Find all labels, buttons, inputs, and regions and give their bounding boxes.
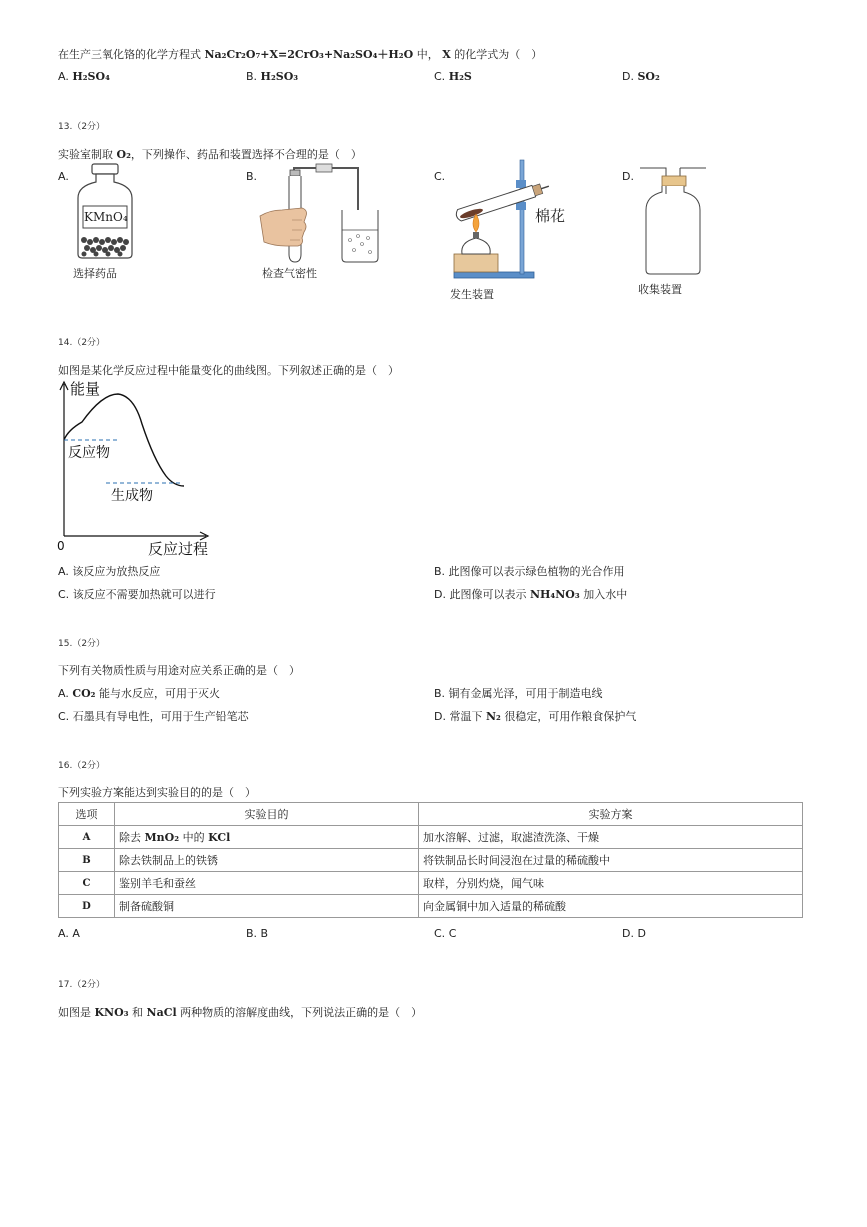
q13-stem: 实验室制取 O₂，下列操作、药品和装置选择不合理的是（ ） — [58, 148, 362, 161]
q13-caption-a: 选择药品 — [73, 267, 117, 280]
airtightness-check-illustration — [258, 160, 390, 268]
q13-caption-d: 收集装置 — [638, 283, 682, 296]
q12-option-a[interactable]: A. H₂SO₄ — [58, 70, 110, 83]
q14-option-d[interactable]: D. 此图像可以表示 NH₄NO₃ 加入水中 — [434, 588, 628, 601]
q16-option-c[interactable]: C. C — [434, 927, 457, 940]
q12-option-d[interactable]: D. SO₂ — [622, 70, 660, 83]
q15-option-b[interactable]: B. 铜有金属光泽，可用于制造电线 — [434, 687, 603, 700]
q17-stem: 如图是 KNO₃ 和 NaCl 两种物质的溶解度曲线，下列说法正确的是（ ） — [58, 1006, 423, 1019]
q14-stem: 如图是某化学反应过程中能量变化的曲线图。下列叙述正确的是（ ） — [58, 364, 399, 377]
graph-xlabel: 反应过程 — [148, 540, 209, 558]
q14-option-c[interactable]: C. 该反应不需要加热就可以进行 — [58, 588, 216, 601]
table-row: C 鉴别羊毛和蚕丝 取样，分别灼烧，闻气味 — [59, 872, 803, 895]
q13-option-a-label[interactable]: A. — [58, 170, 69, 183]
q13-caption-b: 检查气密性 — [262, 267, 317, 280]
table-row: A 除去 MnO₂ 中的 KCl 加水溶解、过滤，取滤渣洗涤、干燥 — [59, 826, 803, 849]
q13-option-c-label[interactable]: C. — [434, 170, 446, 183]
q12-stem: 在生产三氧化铬的化学方程式 Na₂Cr₂O₇+X=2CrO₃+Na₂SO₄＋H₂O 中， X 的化学式为（ ） — [58, 48, 543, 61]
q17-number: 17.（2分） — [58, 980, 106, 990]
table-row: D 制备硫酸铜 向金属铜中加入适量的稀硫酸 — [59, 895, 803, 918]
q13-caption-c: 发生装置 — [450, 288, 494, 301]
collection-bottle-illustration — [638, 160, 708, 278]
q15-option-a[interactable]: A. CO₂ 能与水反应，可用于灭火 — [58, 687, 220, 700]
table-row: B 除去铁制品上的铁锈 将铁制品长时间浸泡在过量的稀硫酸中 — [59, 849, 803, 872]
q12-equation: Na₂Cr₂O₇+X=2CrO₃+Na₂SO₄＋H₂O — [204, 48, 414, 61]
graph-origin: 0 — [57, 539, 65, 553]
graph-ylabel: 能量 — [70, 380, 101, 398]
table-header-row — [59, 803, 803, 826]
q14-number: 14.（2分） — [58, 338, 106, 348]
q16-number: 16.（2分） — [58, 761, 106, 771]
graph-reactant-label: 反应物 — [68, 445, 110, 461]
q16-option-d[interactable]: D. D — [622, 927, 646, 940]
table-header: 实验目的 — [115, 803, 419, 826]
graph-product-label: 生成物 — [111, 488, 153, 504]
q15-number: 15.（2分） — [58, 639, 106, 649]
q16-option-a[interactable]: A. A — [58, 927, 80, 940]
q12-option-c[interactable]: C. H₂S — [434, 70, 472, 83]
q14-option-a[interactable]: A. 该反应为放热反应 — [58, 565, 161, 578]
table-header: 选项 — [59, 803, 115, 826]
q14-option-b[interactable]: B. 此图像可以表示绿色植物的光合作用 — [434, 565, 625, 578]
q16-option-b[interactable]: B. B — [246, 927, 269, 940]
cotton-annotation: 棉花 — [535, 207, 566, 225]
q12-option-b[interactable]: B. H₂SO₃ — [246, 70, 299, 83]
q13-option-d-label[interactable]: D. — [622, 170, 634, 183]
q15-option-c[interactable]: C. 石墨具有导电性，可用于生产铅笔芯 — [58, 710, 249, 723]
q13-number: 13.（2分） — [58, 122, 106, 132]
bottle-label-text: KMnO₄ — [84, 210, 128, 224]
experiment-table — [58, 802, 803, 918]
q13-option-b-label[interactable]: B. — [246, 170, 258, 183]
energy-graph — [56, 378, 216, 558]
q15-option-d[interactable]: D. 常温下 N₂ 很稳定，可用作粮食保护气 — [434, 710, 637, 723]
q15-stem: 下列有关物质性质与用途对应关系正确的是（ ） — [58, 664, 300, 677]
q16-stem: 下列实验方案能达到实验目的的是（ ） — [58, 786, 256, 799]
table-header: 实验方案 — [419, 803, 803, 826]
